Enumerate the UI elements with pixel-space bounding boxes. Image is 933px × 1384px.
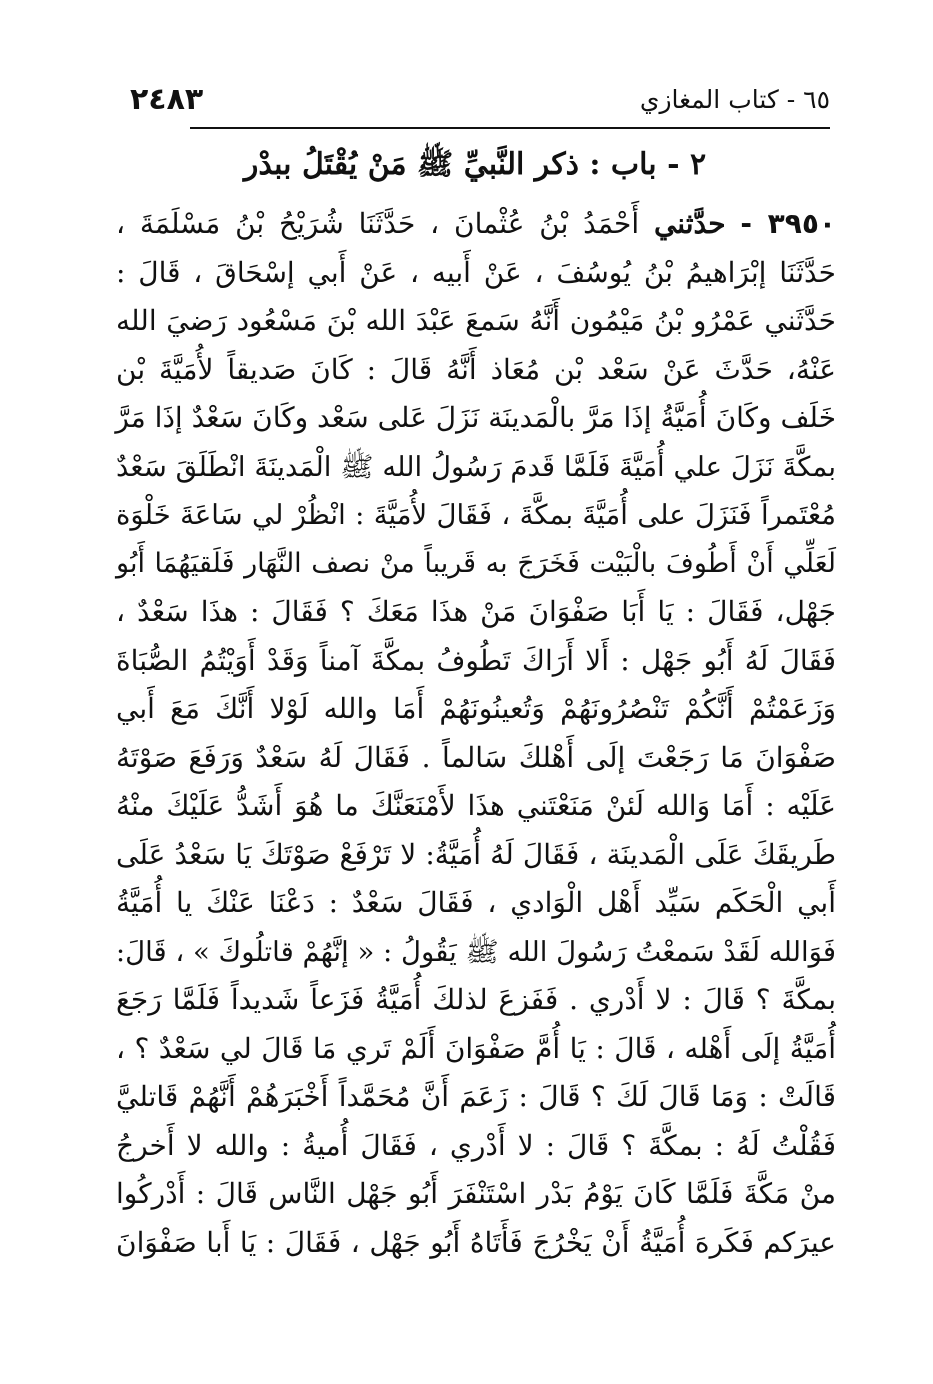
chapter-heading: ٢ - باب : ذكر النَّبيِّ ﷺ مَنْ يُقْتَلُ ببدْر: [243, 147, 707, 182]
hadith-lead-word: حدَّثني: [653, 207, 726, 240]
hadith-text: [116, 200, 836, 1267]
text-line: منْ مَكَّةَ فَلَمَّا كَانَ يَوْمُ بَدْر اسْتَنْفَرَ أَبُو جَهْل النَّاس قَالَ : أَدْركُوا: [116, 1177, 836, 1210]
text-line: فَقَالَ لَهُ أَبُو جَهْل : أَلا أَرَاكَ تَطُوفُ بمكَّةَ آمناً وَقَدْ أَوَيْتُمُ الصُّبَاةَ: [116, 643, 836, 677]
text-line: بمكَّةَ نَزَلَ علي أُمَيَّةَ فَلَمَّا قَدمَ رَسُولُ الله ﷺ الْمَدينَةَ انْطَلَقَ سَعْدٌ: [116, 450, 836, 483]
text-line: فَقُلْتُ لَهُ : بمكَّةَ ؟ قَالَ : لا أَدْري ، فَقَالَ أُميةُ : والله لا أَخرجُ: [116, 1128, 836, 1162]
text-line: حَدَّثَني عَمْرُو بْنُ مَيْمُون أَنَّهُ سَمعَ عَبْدَ الله بْنَ مَسْعُود رَضيَ الله: [116, 304, 836, 337]
text-line: مُعْتَمراً فَنَزَلَ على أُمَيَّةَ بمكَّةَ ، فَقَالَ لأُمَيَّةَ : انْظُرْ لي سَاعَةَ خَلْوَة: [116, 499, 836, 531]
text-line: عَنْهُ، حَدَّثَ عَنْ سَعْد بْن مُعَاذ أَنَّهُ قَالَ : كَانَ صَديقاً لأُمَيَّةَ بْن: [116, 352, 836, 386]
page-number: ٢٤٨٣: [130, 82, 204, 117]
text-line: قَالَتْ : وَمَا قَالَ لَكَ ؟ قَالَ : زَعَمَ أَنَّ مُحَمَّداً أَخْبَرَهُمْ أَنَّهُمْ قَاتليَّ: [116, 1080, 836, 1113]
text-line: عيرَكم فَكَرهَ أُمَيَّةُ أَنْ يَخْرُجَ فَأَتَاهُ أَبُو جَهْل ، فَقَالَ : يَا أَبا صَفْوَانَ: [116, 1225, 836, 1259]
text-line: [116, 200, 836, 249]
page-header: [130, 80, 830, 124]
book-title: ٦٥ - كتاب المغازي: [639, 85, 830, 114]
text-line: طَريقَكَ عَلَى الْمَدينَة ، فَقَالَ لَهُ أُمَيَّةُ: لا تَرْفَعْ صَوْتَكَ يَا سَعْدُ عَلَى: [116, 837, 836, 871]
first-line-text: أَحْمَدُ بْنُ عُثْمانَ ، حَدَّثَنَا شُرَيْحُ بْنُ مَسْلَمَةَ ،: [116, 207, 640, 240]
text-line: فَوَالله لَقَدْ سَمعْتُ رَسُولَ الله ﷺ يَقُولُ : « إنَّهُمْ قاتلُوكَ » ، قَالَ:: [115, 935, 836, 968]
text-line: وَزَعَمْتُمْ أَنَّكُمْ تَنْصُرُونَهُمْ وَتُعينُونَهُمْ أَمَا والله لَوْلا أَنَّكَ مَعَ أَبي: [116, 692, 836, 725]
text-line: أُمَيَّةُ إلَى أَهْله ، قَالَ : يَا أُمَّ صَفْوَانَ أَلَمْ تَري مَا قَالَ لي سَعْدٌ ؟ ،: [116, 1031, 836, 1065]
text-line: أَبي الْحَكَم سَيِّد أَهْل الْوَادي ، فَقَالَ سَعْدٌ : دَعْنَا عَنْكَ يا أُمَيَّةُ: [116, 886, 836, 919]
text-line: عَلَيْه : أَمَا وَالله لَئنْ مَنَعْتَني هذَا لأَمْنَعَنَّكَ ما هُوَ أَشَدُّ عَلَيْكَ منْهُ: [116, 789, 836, 822]
hadith-number: ٣٩٥٠ -: [740, 207, 837, 240]
text-line: صَفْوَانَ مَا رَجَعْتَ إلَى أَهْلكَ سَالماً . فَقَالَ لَهُ سَعْدٌ وَرَفَعَ صَوْتَهُ: [116, 740, 836, 774]
text-line: خَلَف وكَانَ أُمَيَّةُ إذَا مَرَّ بالْمَدينَة نَزَلَ عَلى سَعْد وكَانَ سَعْدٌ إذَا مَرَّ: [115, 401, 836, 434]
header-divider: [190, 127, 830, 129]
text-line: بمكَّةَ ؟ قَالَ : لا أَدْري . فَفَزعَ لذلكَ أُمَيَّةُ فَزَعاً شَديداً فَلَمَّا رَجَعَ: [116, 983, 836, 1016]
text-line: حَدَّثَنَا إبْرَاهيمُ بْنُ يُوسُفَ ، عَنْ أَبيه ، عَنْ أَبي إسْحَاقَ ، قَالَ :: [116, 255, 836, 289]
text-line: جَهْل، فَقَالَ : يَا أَبَا صَفْوَانَ مَنْ هذَا مَعَكَ ؟ فَقَالَ : هذَا سَعْدٌ ،: [116, 595, 836, 628]
text-line: لَعَلِّي أَنْ أَطُوفَ بالْبَيْت فَخَرَجَ به قَريباً منْ نصف النَّهَار فَلَقيَهُمَا أَبُو: [116, 547, 836, 579]
